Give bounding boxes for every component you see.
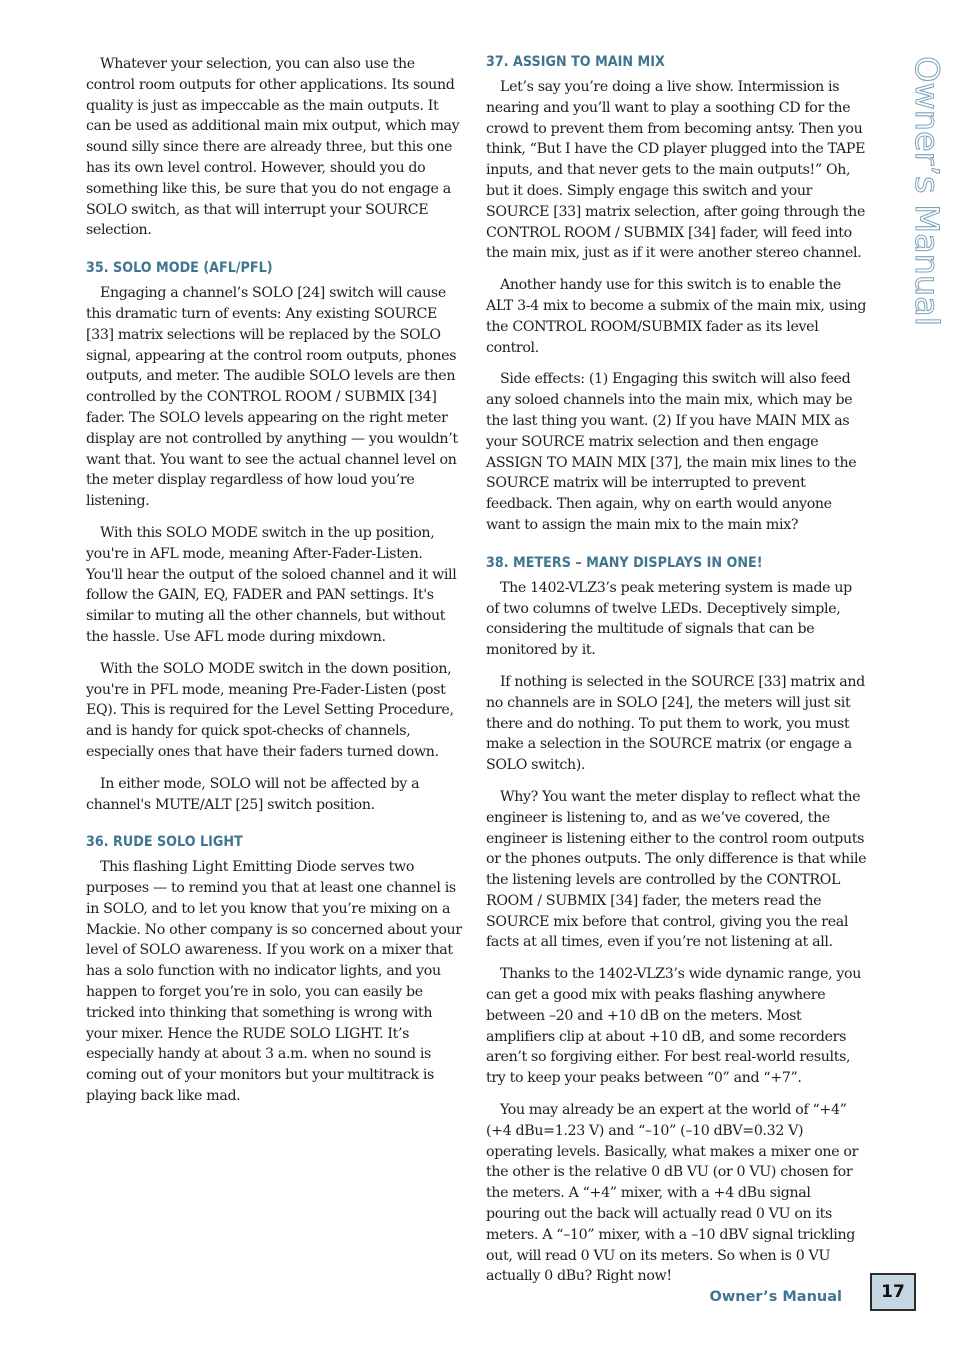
side-title-graphic bbox=[886, 52, 946, 332]
section-38-paragraph-1: The 1402-VLZ3’s peak metering system is made up of two columns of twelve LEDs. Deceptively simple, considering the multitude of signals that can be monitored by it. bbox=[486, 579, 852, 659]
side-title-text: Owner’s Manual bbox=[908, 56, 946, 314]
section-38-paragraph-4: Thanks to the 1402-VLZ3’s wide dynamic range, you can get a good mix with peaks flashing anywhere between –20 and +10 dB on the meters. Most amplifiers clip at about +10 dB, and some recorders aren’t so forgiving either. For best real-world results, try to keep your peaks between “0” and “+7”. bbox=[486, 966, 862, 1087]
section-36-heading: 36. RUDE SOLO LIGHT bbox=[86, 834, 243, 851]
section-36-paragraph-1: This flashing Light Emitting Diode serves two purposes — to remind you that at least one channel is in SOLO, and to let you know that you’re mixing on a Mackie. No other company is so concerned about your level of SOLO awareness. If you work on a mixer that has a solo function with no indicator lights, and you happen to forget you’re in solo, you can easily be tricked into thinking that something is wrong with your mixer. Hence the RUDE SOLO LIGHT. It’s especially handy at about 3 a.m. when no sound is coming out of your monitors but your multitrack is playing back like mad. bbox=[86, 859, 462, 1105]
section-37-heading: 37. ASSIGN TO MAIN MIX bbox=[486, 54, 665, 70]
section-35-paragraph-4: In either mode, SOLO will not be affected by a channel's MUTE/ALT [25] switch position. bbox=[86, 775, 420, 813]
section-37-paragraph-2: Another handy use for this switch is to enable the ALT 3-4 mix to become a submix of the main mix, using the CONTROL ROOM/SUBMIX fader as its level control. bbox=[486, 277, 867, 356]
section-35-paragraph-1: Engaging a channel’s SOLO [24] switch will cause this dramatic turn of events: Any existing SOURCE [33] matrix selections will be replaced by the SOLO signal, appearing at the control room outputs, phones outputs, and meter. The audible SOLO levels are then controlled by the CONTROL ROOM / SUBMIX [34] fader. The SOLO levels appearing on the right meter display are not controlled by anything — you wouldn’t want that. You want to see the actual channel level on the meter display regardless of how loud you’re listening. bbox=[86, 285, 458, 510]
section-35-paragraph-3: With the SOLO MODE switch in the down position, you're in PFL mode, meaning Pre-Fader-Listen (post EQ). This is required for the Level Setting Procedure, and is handy for quick spot-checks of channels, especially ones that have their faders turned down. bbox=[86, 660, 454, 760]
section-38-heading: 38. METERS – MANY DISPLAYS IN ONE! bbox=[486, 554, 763, 571]
section-37-paragraph-3: Side effects: (1) Engaging this switch will also feed any soloed channels into the main mix, which may be the last thing you want. (2) If you have MAIN MIX as your SOURCE matrix selection and then engage ASSIGN TO MAIN MIX [37], the main mix lines to the SOURCE matrix will be interrupted to prevent feedback. Then again, why on earth would anyone want to assign the main mix to the main mix? bbox=[486, 371, 857, 533]
section-35-heading: 35. SOLO MODE (AFL/PFL) bbox=[86, 260, 273, 277]
section-38-paragraph-5: You may already be an expert at the world of “+4” (+4 dBu=1.23 V) and “–10” (–10 dBV=0.32 V) operating levels. Basically, what makes a mixer one or the other is the relative 0 dB VU (or 0 VU) chosen for the meters. A “+4” mixer, with a +4 dBu signal pouring out the back will actually read 0 VU on its meters. A “–10” mixer, with a –10 dBV signal trickling out, will read 0 VU on its meters. So when is 0 VU actually 0 dBu? Right now! bbox=[486, 1102, 859, 1285]
page-number: 17 bbox=[870, 1273, 916, 1311]
section-38-paragraph-2: If nothing is selected in the SOURCE [33] matrix and no channels are in SOLO [24], the meters will just sit there and do nothing. To put them to work, you must make a selection in the SOURCE matrix (or engage a SOLO switch). bbox=[486, 673, 865, 774]
right-column bbox=[486, 54, 868, 1298]
section-35-paragraph-2: With this SOLO MODE switch in the up position, you're in AFL mode, meaning After-Fader-Listen. You'll hear the output of the soloed channel and it will follow the GAIN, EQ, FADER and PAN settings. It's similar to muting all the other channels, but without the hassle. Use AFL mode during mixdown. bbox=[86, 524, 457, 645]
footer-label: Owner’s Manual bbox=[709, 1289, 842, 1305]
side-title bbox=[886, 52, 946, 332]
intro-paragraph: Whatever your selection, you can also use the control room outputs for other applications. Its sound quality is just as impeccable as the main outputs. It can be used as additional main mix output, which may sound silly since there are already three, but this one has its own level control. However, should you do something like this, be sure that you do not engage a SOLO switch, as that will interrupt your SOURCE selection. bbox=[86, 56, 460, 239]
left-column bbox=[86, 54, 463, 1118]
section-38-paragraph-3: Why? You want the meter display to reflect what the engineer is listening to, and as we’ve covered, the engineer is listening either to the control room outputs or the phones outputs. The only difference is that while the listening levels are controlled by the CONTROL ROOM / SUBMIX [34] fader, the meters read the SOURCE mix before that control, giving you the real facts at all times, even if you’re not listening at all. bbox=[486, 788, 867, 951]
section-37-paragraph-1: Let’s say you’re doing a live show. Intermission is nearing and you’ll want to play a soothing CD for the crowd to prevent them from becoming antsy. Then you think, “But I have the CD player plugged into the TAPE inputs, and that never gets to the main outputs!” Oh, but it does. Simply engage this switch and your SOURCE [33] matrix selection, after going through the CONTROL ROOM / SUBMIX [34] fader, will feed into the main mix, just as if it were another stereo channel. bbox=[486, 79, 866, 262]
